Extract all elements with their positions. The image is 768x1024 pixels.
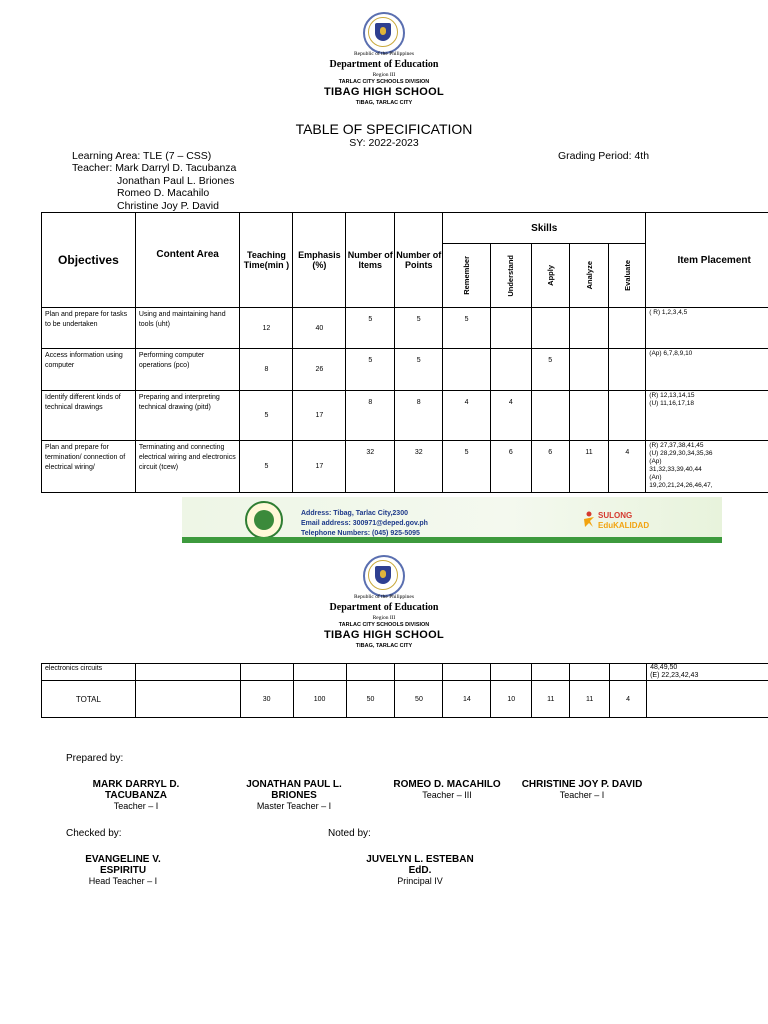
skill-apply-header: Apply <box>531 244 569 308</box>
total-remember: 14 <box>443 681 491 718</box>
table-row <box>42 664 768 681</box>
placement-cell: (R) 27,37,38,41,45 (U) 28,29,30,34,35,36 (Ap) 31,32,33,39,40,44 (An) 19,20,21,24,26,46,47, <box>646 441 768 493</box>
region-line: Region III <box>372 72 396 78</box>
placement-cell: ( R) 1,2,3,4,5 <box>646 308 768 349</box>
region-line: Region III <box>372 615 396 621</box>
number-points-cell: 32 <box>395 441 443 493</box>
number-points-cell: 5 <box>395 349 443 391</box>
content-area-cell: Performing computer operations (pco) <box>135 349 240 391</box>
skill-evaluate-cell <box>609 349 646 391</box>
teacher-name: Romeo D. Macahilo <box>117 187 210 199</box>
checker-role: Head Teacher – I <box>88 876 158 886</box>
school-name: TIBAG HIGH SCHOOL <box>324 629 444 641</box>
deped-seal-icon <box>363 555 405 597</box>
skill-remember-cell: 5 <box>443 308 491 349</box>
content-area-cell: Using and maintaining hand tools (uht) <box>135 308 240 349</box>
total-evaluate: 4 <box>610 681 647 718</box>
number-items-cell: 5 <box>346 349 395 391</box>
emphasis-cell: 40 <box>293 308 346 349</box>
emphasis-cell: 17 <box>293 441 346 493</box>
number-items-cell: 5 <box>346 308 395 349</box>
skill-evaluate-cell <box>609 308 646 349</box>
skill-apply-cell: 5 <box>531 349 569 391</box>
skill-understand-cell <box>490 349 531 391</box>
skill-evaluate-cell <box>609 391 646 441</box>
teacher-name: Jonathan Paul L. Briones <box>117 175 235 187</box>
teaching-time-cell: 8 <box>240 349 293 391</box>
signatory-block <box>390 779 504 800</box>
division-line: TARLAC CITY SCHOOLS DIVISION <box>338 622 430 628</box>
placement-cell: (Ap) 6,7,8,9,10 <box>646 349 768 391</box>
header-skills: Skills <box>443 213 646 244</box>
skill-analyze-cell <box>569 308 609 349</box>
objective-cell: Access information using computer <box>42 349 136 391</box>
total-analyze: 11 <box>570 681 610 718</box>
skill-remember-header: Remember <box>443 244 491 308</box>
objective-cell: electronics circuits <box>42 664 136 681</box>
signatory-role: Teacher – III <box>422 790 472 800</box>
skill-remember-cell: 4 <box>443 391 491 441</box>
republic-line: Republic of the Philippines <box>353 51 415 57</box>
total-emphasis: 100 <box>293 681 346 718</box>
noter-name: JUVELYN L. ESTEBAN EdD. <box>366 854 474 876</box>
school-contact-banner <box>182 497 722 543</box>
teacher-name: Christine Joy P. David <box>117 200 219 212</box>
total-points: 50 <box>395 681 443 718</box>
table-row <box>42 441 768 493</box>
banner-address: Address: Tibag, Tarlac City,2300 <box>301 510 408 517</box>
skill-evaluate-cell: 4 <box>609 441 646 493</box>
signatory-role: Teacher – I <box>113 801 159 811</box>
sulong-text: SULONG <box>598 511 633 520</box>
header-emphasis: Emphasis (%) <box>293 213 346 308</box>
skill-apply-cell <box>531 391 569 441</box>
banner-email: Email address: 300971@deped.gov.ph <box>301 520 428 527</box>
republic-line: Republic of the Philippines <box>353 594 415 600</box>
skill-apply-cell: 6 <box>531 441 569 493</box>
placement-cell: 48,49,50 (E) 22,23,42,43 <box>647 664 768 681</box>
checker-block <box>66 854 180 886</box>
header-content-area: Content Area <box>135 213 240 308</box>
skill-analyze-cell: 11 <box>569 441 609 493</box>
number-items-cell: 8 <box>346 391 395 441</box>
school-year: SY: 2022-2023 <box>349 137 419 149</box>
deped-seal-icon <box>363 12 405 54</box>
checked-by-label: Checked by: <box>66 828 122 839</box>
header-teaching-time: Teaching Time(min ) <box>240 213 293 308</box>
header-number-points: Number of Points <box>395 213 443 308</box>
table-row <box>42 308 768 349</box>
checker-name: EVANGELINE V. ESPIRITU <box>85 854 161 876</box>
signatory-role: Master Teacher – I <box>256 801 332 811</box>
teaching-time-cell: 5 <box>240 441 293 493</box>
teaching-time-cell: 5 <box>240 391 293 441</box>
prepared-by-label: Prepared by: <box>66 753 124 764</box>
number-items-cell: 32 <box>346 441 395 493</box>
department-name: Department of Education <box>329 602 439 613</box>
school-logo-icon <box>245 501 283 539</box>
total-items: 50 <box>346 681 395 718</box>
teacher-line: Teacher: Mark Darryl D. Tacubanza <box>72 162 237 174</box>
table-row <box>42 349 768 391</box>
teaching-time-cell: 12 <box>240 308 293 349</box>
signatory-name: ROMEO D. MACAHILO <box>393 779 501 790</box>
signatory-block <box>520 779 644 800</box>
skill-analyze-cell <box>569 391 609 441</box>
department-name: Department of Education <box>329 59 439 70</box>
total-apply: 11 <box>532 681 570 718</box>
emphasis-cell: 26 <box>293 349 346 391</box>
skill-understand-header: Understand <box>490 244 531 308</box>
noter-block <box>357 854 483 886</box>
skill-remember-cell <box>443 349 491 391</box>
noter-role: Principal IV <box>397 876 443 886</box>
signatory-role: Teacher – I <box>559 790 605 800</box>
content-area-cell: Terminating and connecting electrical wiring and electronics circuit (tcew) <box>135 441 240 493</box>
number-points-cell: 5 <box>395 308 443 349</box>
header-item-placement: Item Placement <box>646 213 768 308</box>
school-location: TIBAG, TARLAC CITY <box>355 100 413 106</box>
total-label: TOTAL <box>42 681 136 718</box>
header-objectives: Objectives <box>42 213 136 308</box>
noted-by-label: Noted by: <box>328 828 371 839</box>
skill-understand-cell: 6 <box>490 441 531 493</box>
objective-cell: Plan and prepare for tasks to be undertaken <box>42 308 136 349</box>
signatory-block <box>66 779 206 811</box>
school-name: TIBAG HIGH SCHOOL <box>324 86 444 98</box>
document-title: TABLE OF SPECIFICATION <box>295 121 473 137</box>
sulong-figure-icon <box>582 511 596 527</box>
skill-understand-cell: 4 <box>490 391 531 441</box>
total-row <box>42 681 768 718</box>
signatory-block <box>226 779 362 811</box>
banner-phone: Telephone Numbers: (045) 925-5095 <box>301 530 420 537</box>
emphasis-cell: 17 <box>293 391 346 441</box>
signatory-name: MARK DARRYL D. TACUBANZA <box>92 779 180 801</box>
objective-cell: Identify different kinds of technical drawings <box>42 391 136 441</box>
table-row <box>42 391 768 441</box>
number-points-cell: 8 <box>395 391 443 441</box>
skill-apply-cell <box>531 308 569 349</box>
learning-area: Learning Area: TLE (7 – CSS) <box>72 150 212 162</box>
grading-period: Grading Period: 4th <box>558 150 650 162</box>
specification-table <box>41 212 768 493</box>
skill-evaluate-header: Evaluate <box>609 244 646 308</box>
skill-analyze-header: Analyze <box>569 244 609 308</box>
content-area-cell: Preparing and interpreting technical drawing (pitd) <box>135 391 240 441</box>
specification-table-continued <box>41 663 768 718</box>
division-line: TARLAC CITY SCHOOLS DIVISION <box>338 79 430 85</box>
objective-cell: Plan and prepare for termination/ connection of electrical wiring/ <box>42 441 136 493</box>
skill-understand-cell <box>490 308 531 349</box>
signatory-name: JONATHAN PAUL L. BRIONES <box>246 779 342 801</box>
school-location: TIBAG, TARLAC CITY <box>355 643 413 649</box>
placement-cell: (R) 12,13,14,15 (U) 11,16,17,18 <box>646 391 768 441</box>
signatory-name: CHRISTINE JOY P. DAVID <box>521 779 643 790</box>
kalidad-text: EduKALIDAD <box>598 521 650 530</box>
skill-analyze-cell <box>569 349 609 391</box>
header-number-items: Number of Items <box>346 213 395 308</box>
skill-remember-cell: 5 <box>443 441 491 493</box>
total-understand: 10 <box>491 681 532 718</box>
total-time: 30 <box>240 681 293 718</box>
